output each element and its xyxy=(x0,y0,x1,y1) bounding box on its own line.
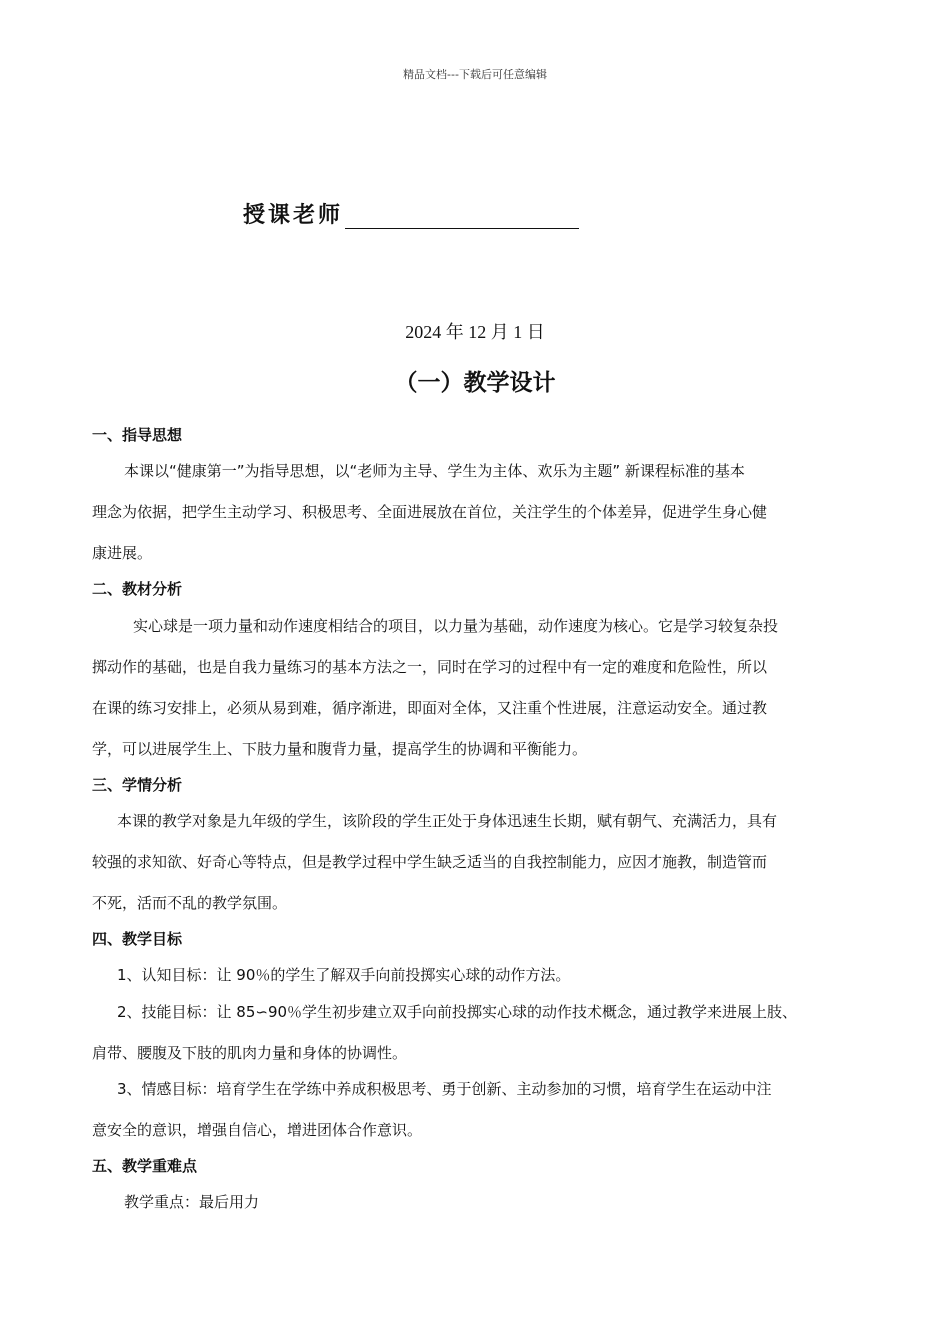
paragraph-line: 意安全的意识，增强自信心，增进团体合作意识。 xyxy=(92,1121,423,1139)
paragraph-line: 1、认知目标：让 90％的学生了解双手向前投掷实心球的动作方法。 xyxy=(117,966,571,984)
paragraph-line: 掷动作的基础，也是自我力量练习的基本方法之一，同时在学习的过程中有一定的难度和危险性，所以 xyxy=(92,658,768,676)
teacher-name-blank xyxy=(345,204,579,229)
paragraph-line: 实心球是一项力量和动作速度相结合的项目，以力量为基础，动作速度为核心。它是学习较复杂投 xyxy=(133,617,779,635)
paragraph-line: 教学重点：最后用力 xyxy=(124,1193,260,1211)
paragraph-line: 不死，活而不乱的教学氛围。 xyxy=(92,894,288,912)
section-heading-guiding-ideology: 一、指导思想 xyxy=(92,426,183,444)
teacher-row xyxy=(243,198,579,229)
paragraph-line: 3、情感目标：培育学生在学练中养成积极思考、勇于创新、主动参加的习惯，培育学生在运动中注 xyxy=(117,1080,772,1098)
paragraph-line: 学，可以进展学生上、下肢力量和腹背力量，提高学生的协调和平衡能力。 xyxy=(92,740,588,758)
paragraph-line: 较强的求知欲、好奇心等特点，但是教学过程中学生缺乏适当的自我控制能力，应因才施教，制造管而 xyxy=(92,853,768,871)
section-heading-material-analysis: 二、教材分析 xyxy=(92,580,183,598)
paragraph-line: 肩带、腰腹及下肢的肌肉力量和身体的协调性。 xyxy=(92,1044,408,1062)
teacher-label: 授课老师 xyxy=(243,203,344,228)
header-note: 精品文档---下载后可任意编辑 xyxy=(403,68,547,81)
section-heading-teaching-goals: 四、教学目标 xyxy=(92,930,183,948)
paragraph-line: 在课的练习安排上，必须从易到难，循序渐进，即面对全体，又注重个性进展，注意运动安全。通过教 xyxy=(92,699,768,717)
paragraph-line: 2、技能目标：让 85∽90％学生初步建立双手向前投掷实心球的动作技术概念，通过教学来进展上肢、 xyxy=(117,1003,798,1021)
paragraph-line: 康进展。 xyxy=(92,544,153,562)
paragraph-line: 本课的教学对象是九年级的学生，该阶段的学生正处于身体迅速生长期，赋有朝气、充满活力，具有 xyxy=(117,812,778,830)
section-heading-learner-analysis: 三、学情分析 xyxy=(92,776,183,794)
main-title: （一）教学设计 xyxy=(394,370,556,396)
paragraph-line: 理念为依据，把学生主动学习、积极思考、全面进展放在首位，关注学生的个体差异，促进学生身心健 xyxy=(92,503,768,521)
document-date: 2024 年 12 月 1 日 xyxy=(405,322,545,342)
section-heading-key-difficulties: 五、教学重难点 xyxy=(92,1157,198,1175)
paragraph-line: 本课以“健康第一”为指导思想，以“老师为主导、学生为主体、欢乐为主题” 新课程标准的基本 xyxy=(124,462,745,480)
